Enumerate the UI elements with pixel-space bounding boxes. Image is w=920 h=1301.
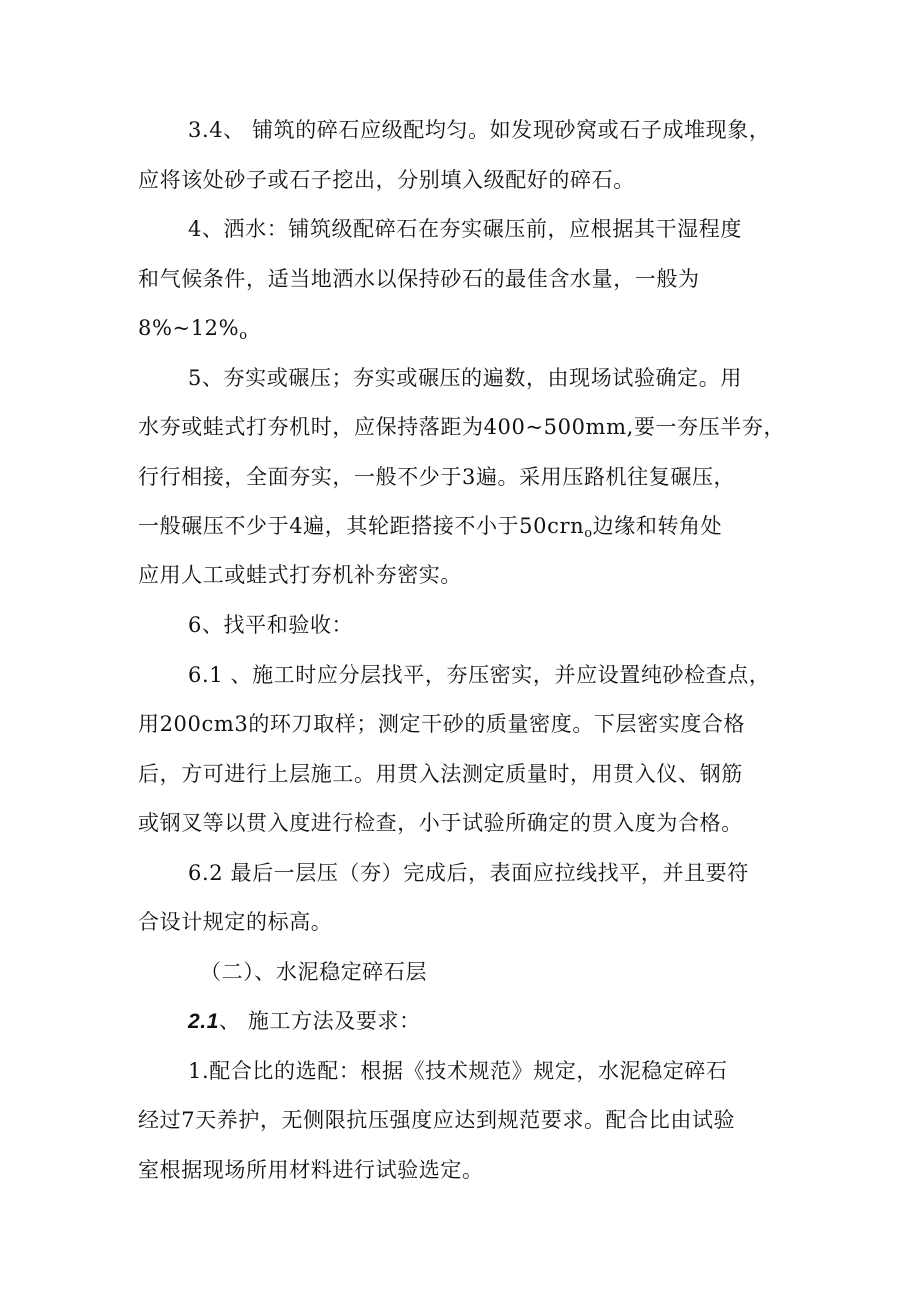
paragraph-4-line-2: 和气候条件，适当地洒水以保持砂石的最佳含水量，一般为 [138,267,700,291]
paragraph-6-1-line-4: 或钢叉等以贯入度进行检查，小于试验所确定的贯入度为合格。 [138,811,743,835]
paragraph-5-line-4-text: 一般碾压不少于4遍，其轮距搭接不小于50crn [138,514,585,538]
paragraph-5-line-4 [138,511,722,549]
paragraph-3-4-line-1: 3.4、 铺筑的碎石应级配均匀。如发现砂窝或石子成堆现象， [188,118,771,142]
sentence-end-mark: o [239,328,248,343]
paragraph-5-line-1: 5、夯实或碾压；夯实或碾压的遍数，由现场试验确定。用 [188,366,742,390]
paragraph-6-2-line-1: 6.2 最后一层压（夯）完成后，表面应拉线找平，并且要符 [188,861,749,885]
subsection-title: 、 施工方法及要求： [219,1009,421,1033]
paragraph-4-line-3 [138,313,248,351]
section-2-heading: （二）、水泥稳定碎石层 [200,960,428,984]
subsection-number: 2.1 [188,1010,219,1033]
paragraph-4-line-1: 4、洒水：铺筑级配碎石在夯实碾压前，应根据其干湿程度 [188,217,742,241]
paragraph-3-4-line-2: 应将该处砂子或石子挖出，分别填入级配好的碎石。 [138,168,635,192]
paragraph-6-1-line-2: 用200cm3的环刀取样；测定干砂的质量密度。下层密实度合格 [138,712,746,736]
sentence-end-mark: o [584,526,593,541]
paragraph-6-2-line-2: 合设计规定的标高。 [138,910,333,934]
section-6-heading: 6、找平和验收： [188,613,354,637]
paragraph-5-line-2: 水夯或蛙式打夯机时，应保持落距为400~500mm,要一夯压半夯， [138,415,786,439]
paragraph-mix-line-3: 室根据现场所用材料进行试验选定。 [138,1158,484,1182]
paragraph-6-1-line-1: 6.1 、施工时应分层找平，夯压密实，并应设置纯砂检查点， [188,663,771,687]
paragraph-5-line-4-tail: 边缘和转角处 [592,514,723,538]
paragraph-mix-line-1: 1.配合比的选配：根据《技术规范》规定，水泥稳定碎石 [188,1059,728,1083]
paragraph-6-1-line-3: 后，方可进行上层施工。用贯入法测定质量时，用贯入仪、钢筋 [138,762,743,786]
paragraph-mix-line-2: 经过7天养护，无侧限抗压强度应达到规范要求。配合比由试验 [138,1108,736,1132]
paragraph-5-line-3: 行行相接，全面夯实，一般不少于3遍。采用压路机往复碾压， [138,465,736,489]
moisture-range-text: 8%~12% [138,316,240,340]
paragraph-5-line-5: 应用人工或蛙式打夯机补夯密实。 [138,563,462,587]
subsection-2-1-heading [188,1006,421,1037]
